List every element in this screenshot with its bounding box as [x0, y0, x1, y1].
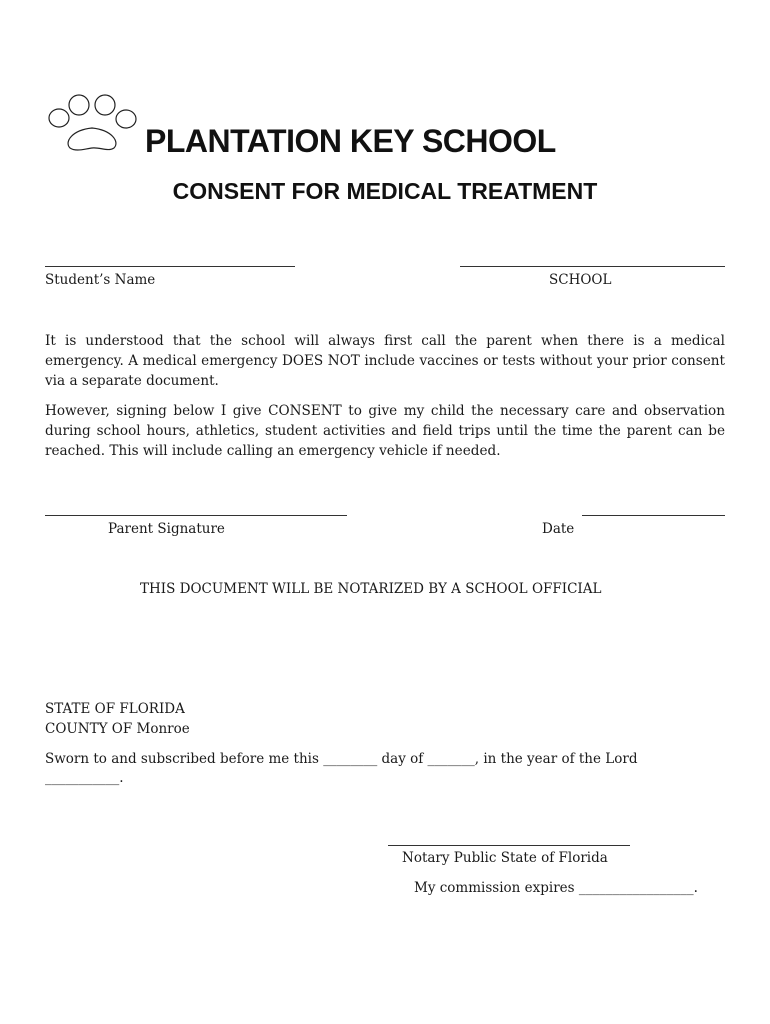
form-title: CONSENT FOR MEDICAL TREATMENT	[172, 178, 598, 204]
notary-label: Notary Public State of Florida	[402, 850, 608, 866]
paragraph-consent: However, signing below I give CONSENT to give my child the necessary care and observation during school hours, athletics, student activities and field trips until the time the parent can be reached. This will include calling an emergency vehicle if needed.	[45, 403, 725, 459]
commission-expires: My commission expires _________________.	[414, 880, 698, 896]
student-name-label: Student’s Name	[45, 272, 156, 288]
school-name: PLANTATION KEY SCHOOL	[145, 123, 556, 159]
paragraph-first-call: It is understood that the school will always first call the parent when there is a medical emergency. A medical emergency DOES NOT include vaccines or tests without your prior consent via a separate document.	[45, 333, 725, 389]
date-line[interactable]	[582, 515, 725, 516]
sworn-line-continued: ___________.	[45, 770, 124, 786]
student-name-line[interactable]	[45, 266, 295, 267]
notarization-notice: THIS DOCUMENT WILL BE NOTARIZED BY A SCHOOL OFFICIAL	[140, 581, 602, 597]
date-label: Date	[542, 521, 575, 537]
school-line[interactable]	[460, 266, 725, 267]
paw-print-icon	[46, 92, 142, 156]
school-label: SCHOOL	[549, 272, 612, 288]
parent-signature-label: Parent Signature	[108, 521, 225, 537]
notary-signature-line[interactable]	[388, 845, 630, 846]
state-line: STATE OF FLORIDA	[45, 701, 185, 717]
sworn-line: Sworn to and subscribed before me this ________ day of _______, in the year of the Lord	[45, 751, 638, 767]
county-line: COUNTY OF Monroe	[45, 721, 190, 737]
parent-signature-line[interactable]	[45, 515, 347, 516]
